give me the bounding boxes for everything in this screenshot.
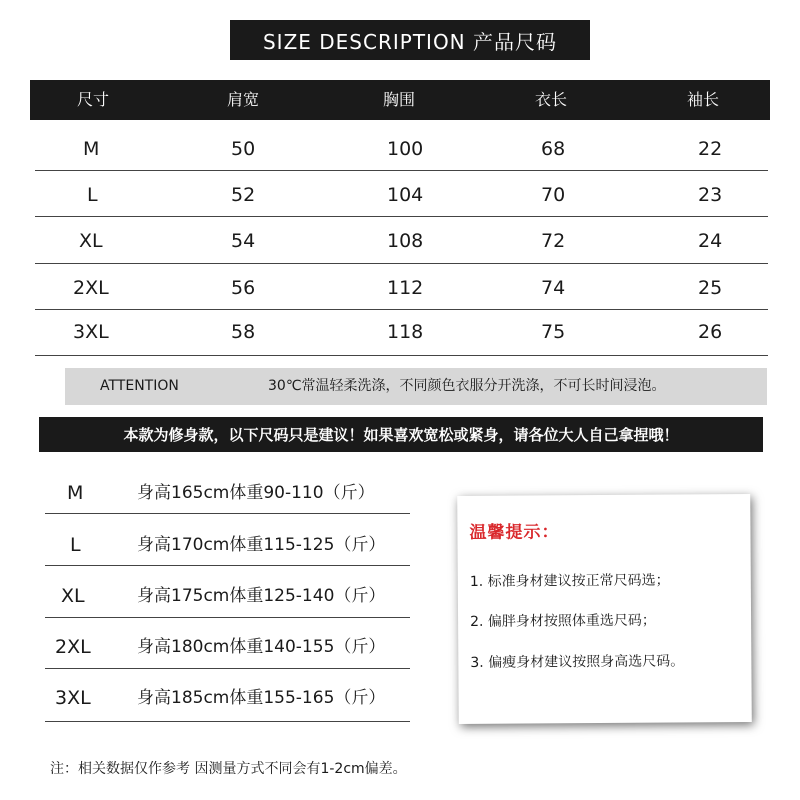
cell-size: XL [79,230,103,252]
attention-text: 30℃常温轻柔洗涤，不同颜色衣服分开洗涤，不可长时间浸泡。 [268,378,666,394]
tip-item: 3. 偏瘦身材建议按照身高选尺码。 [470,653,685,671]
cell-shoulder: 58 [231,321,256,343]
fit-notice-banner: 本款为修身款，以下尺码只是建议！如果喜欢宽松或紧身，请各位大人自己拿捏哦！ [39,417,763,452]
recommend-desc: 身高185cm体重155-165（斤） [137,688,386,708]
cell-shoulder: 52 [231,184,256,206]
cell-size: 3XL [73,321,109,343]
row-divider [35,263,768,264]
recommend-size: 3XL [55,687,91,709]
recommend-row [45,622,410,672]
cell-chest: 100 [387,138,424,160]
recommend-row [45,571,410,621]
cell-chest: 118 [387,321,424,343]
cell-length: 75 [541,321,566,343]
cell-sleeve: 25 [698,277,723,299]
row-divider [45,721,410,722]
recommend-desc: 身高180cm体重140-155（斤） [137,637,386,657]
recommend-row [45,468,410,518]
footer-note: 注：相关数据仅作参考 因测量方式不同会有1-2cm偏差。 [50,761,407,777]
table-row [35,218,768,264]
row-divider [45,565,410,566]
cell-size: M [83,138,100,160]
tips-card [457,494,752,724]
cell-length: 70 [541,184,566,206]
header-shoulder: 肩宽 [227,90,260,109]
cell-length: 74 [541,277,566,299]
cell-sleeve: 24 [698,230,723,252]
recommend-row [45,520,410,570]
cell-chest: 104 [387,184,424,206]
table-row [35,172,768,218]
cell-sleeve: 26 [698,321,723,343]
cell-chest: 108 [387,230,424,252]
cell-length: 68 [541,138,566,160]
attention-label: ATTENTION [100,378,179,394]
cell-shoulder: 54 [231,230,256,252]
row-divider [45,513,410,514]
size-table-header [30,80,770,120]
tip-item: 1. 标准身材建议按正常尺码选； [469,572,670,590]
recommend-desc: 身高170cm体重115-125（斤） [137,535,386,555]
recommend-size: L [70,534,81,556]
header-sleeve: 袖长 [687,90,720,109]
cell-size: L [87,184,98,206]
attention-bar [65,368,767,405]
recommend-size: XL [61,585,85,607]
cell-shoulder: 50 [231,138,256,160]
header-chest: 胸围 [383,90,416,109]
row-divider [45,668,410,669]
recommend-size: 2XL [55,636,91,658]
recommend-desc: 身高175cm体重125-140（斤） [137,586,386,606]
tips-title: 温馨提示： [469,522,560,543]
table-row [35,309,768,355]
recommend-size: M [67,482,84,504]
cell-shoulder: 56 [231,277,256,299]
cell-chest: 112 [387,277,424,299]
cell-sleeve: 22 [698,138,723,160]
cell-sleeve: 23 [698,184,723,206]
recommend-row [45,673,410,723]
page-title: SIZE DESCRIPTION 产品尺码 [230,20,590,60]
tip-item: 2. 偏胖身材按照体重选尺码； [470,612,656,630]
table-row [35,126,768,172]
header-length: 衣长 [535,90,568,109]
row-divider [35,216,768,217]
cell-size: 2XL [73,277,109,299]
recommend-desc: 身高165cm体重90-110（斤） [137,483,375,503]
row-divider [35,170,768,171]
cell-length: 72 [541,230,566,252]
row-divider [35,355,768,356]
header-size: 尺寸 [77,90,110,109]
table-row [35,265,768,311]
row-divider [45,617,410,618]
